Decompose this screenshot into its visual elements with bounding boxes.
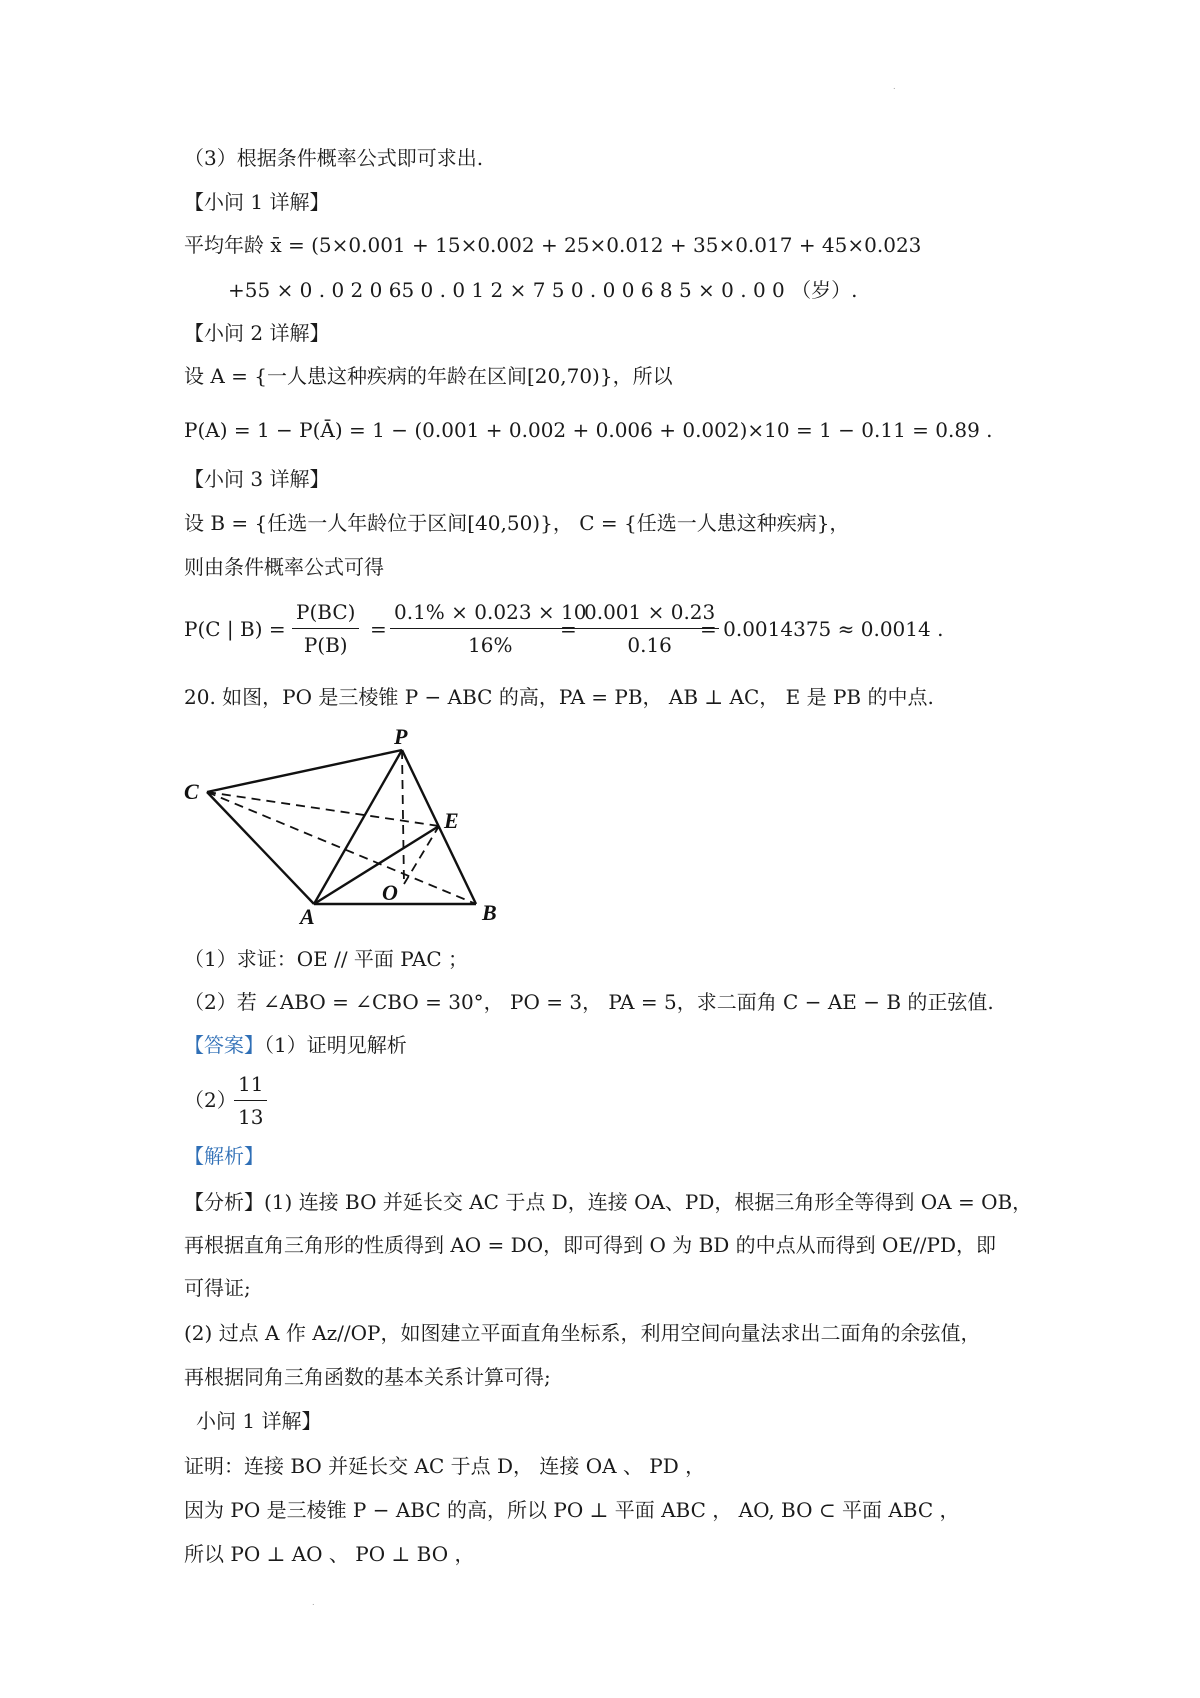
- analysis-line-2: 再根据直角三角形的性质得到 AO = DO，即可得到 O 为 BD 的中点从而得到 OE//PD，即: [184, 1233, 996, 1257]
- part-1: （1）求证：OE // 平面 PAC ；: [184, 947, 468, 971]
- label-a: A: [300, 904, 315, 924]
- bottom-dot: .: [312, 1598, 315, 1607]
- dashed-c-e: [207, 792, 439, 826]
- fenxi-text: (1) 连接 BO 并延长交 AC 于点 D，连接 OA、PD，根据三角形全等得到 OA = OB，: [264, 1190, 1033, 1214]
- fraction-numerator: 0.1% × 0.023 × 10: [390, 600, 590, 629]
- proof-line-3: 所以 PO ⊥ AO 、 PO ⊥ BO ，: [184, 1542, 475, 1566]
- proof-line-2: 因为 PO 是三棱锥 P − ABC 的高，所以 PO ⊥ 平面 ABC ， AO, BO ⊂ 平面 ABC ，: [184, 1498, 960, 1522]
- fraction-denominator: P(B): [303, 633, 348, 657]
- fraction-decimal: [580, 600, 719, 657]
- eq-rhs: = 0.0014375 ≈ 0.0014 .: [700, 617, 944, 641]
- label-o: O: [382, 880, 398, 905]
- edge-c-p: [207, 750, 402, 792]
- label-c: C: [184, 779, 199, 804]
- analysis-tag: 【解析】: [184, 1144, 264, 1168]
- equals-sign: =: [560, 617, 577, 641]
- text-line: （3）根据条件概率公式即可求出.: [184, 146, 484, 170]
- section-heading: 【小问 1 详解】: [184, 190, 330, 214]
- fraction-denominator: 16%: [468, 633, 513, 657]
- fraction-numerator: 0.001 × 0.23: [580, 600, 719, 629]
- fraction-denominator: 13: [238, 1105, 264, 1129]
- label-b: B: [482, 900, 497, 924]
- equals-sign: =: [370, 617, 387, 641]
- analysis-line-5: 再根据同角三角函数的基本关系计算可得;: [184, 1365, 551, 1389]
- text-line: 则由条件概率公式可得: [184, 555, 384, 579]
- label-e: E: [444, 808, 459, 833]
- eq-lhs: P(C | B) =: [184, 617, 286, 641]
- text-line: 平均年龄 x̄ = (5×0.001 + 15×0.002 + 25×0.012 + 35×0.017 + 45×0.023: [184, 233, 922, 257]
- answer-line-1: [184, 1033, 407, 1057]
- fraction-pbc-pb: [292, 600, 359, 657]
- fraction-numerator: 11: [234, 1072, 267, 1101]
- section-heading: 小问 1 详解】: [196, 1409, 322, 1433]
- label-p: P: [394, 728, 408, 749]
- text-line: 设 B = {任选一人年龄位于区间[40,50)}， C = {任选一人患这种疾病}，: [184, 511, 850, 535]
- question-20: 20. 如图，PO 是三棱锥 P − ABC 的高，PA = PB， AB ⊥ AC， E 是 PB 的中点.: [184, 685, 934, 709]
- pyramid-figure: [182, 728, 502, 924]
- answer-tag: 【答案】: [184, 1033, 264, 1057]
- answer-1: （1）证明见解析: [264, 1033, 407, 1057]
- section-heading: 【小问 3 详解】: [184, 467, 330, 491]
- text-line: P(A) = 1 − P(Ā) = 1 − (0.001 + 0.002 + 0.006 + 0.002)×10 = 1 − 0.11 = 0.89 .: [184, 418, 993, 442]
- segment-a-e: [314, 826, 439, 904]
- analysis-line-3: 可得证;: [184, 1276, 251, 1300]
- edge-c-a: [207, 792, 314, 904]
- answer-2-fraction: [234, 1072, 267, 1129]
- part-2: （2）若 ∠ABO = ∠CBO = 30°， PO = 3， PA = 5，求二面角 C − AE − B 的正弦值.: [184, 990, 994, 1014]
- analysis-line-4: (2) 过点 A 作 Az//OP，如图建立平面直角坐标系，利用空间向量法求出二面角的余弦值，: [184, 1321, 981, 1345]
- section-heading: 【小问 2 详解】: [184, 321, 330, 345]
- text-line: +55 × 0 . 0 2 0 65 0 . 0 1 2 × 7 5 0 . 0 0 6 8 5 × 0 . 0 0 （岁）.: [228, 278, 858, 302]
- analysis-line-1: [184, 1190, 1032, 1214]
- text-line: 设 A = {一人患这种疾病的年龄在区间[20,70)}，所以: [184, 364, 673, 388]
- proof-line-1: 证明：连接 BO 并延长交 AC 于点 D， 连接 OA 、 PD ，: [184, 1454, 706, 1478]
- fenxi-tag: 【分析】: [184, 1190, 264, 1214]
- answer-2-prefix: （2）: [184, 1088, 237, 1112]
- fraction-numerator: P(BC): [292, 600, 359, 629]
- dashed-p-o: [402, 750, 404, 884]
- fraction-denominator: 0.16: [627, 633, 672, 657]
- top-dot: .: [893, 82, 896, 91]
